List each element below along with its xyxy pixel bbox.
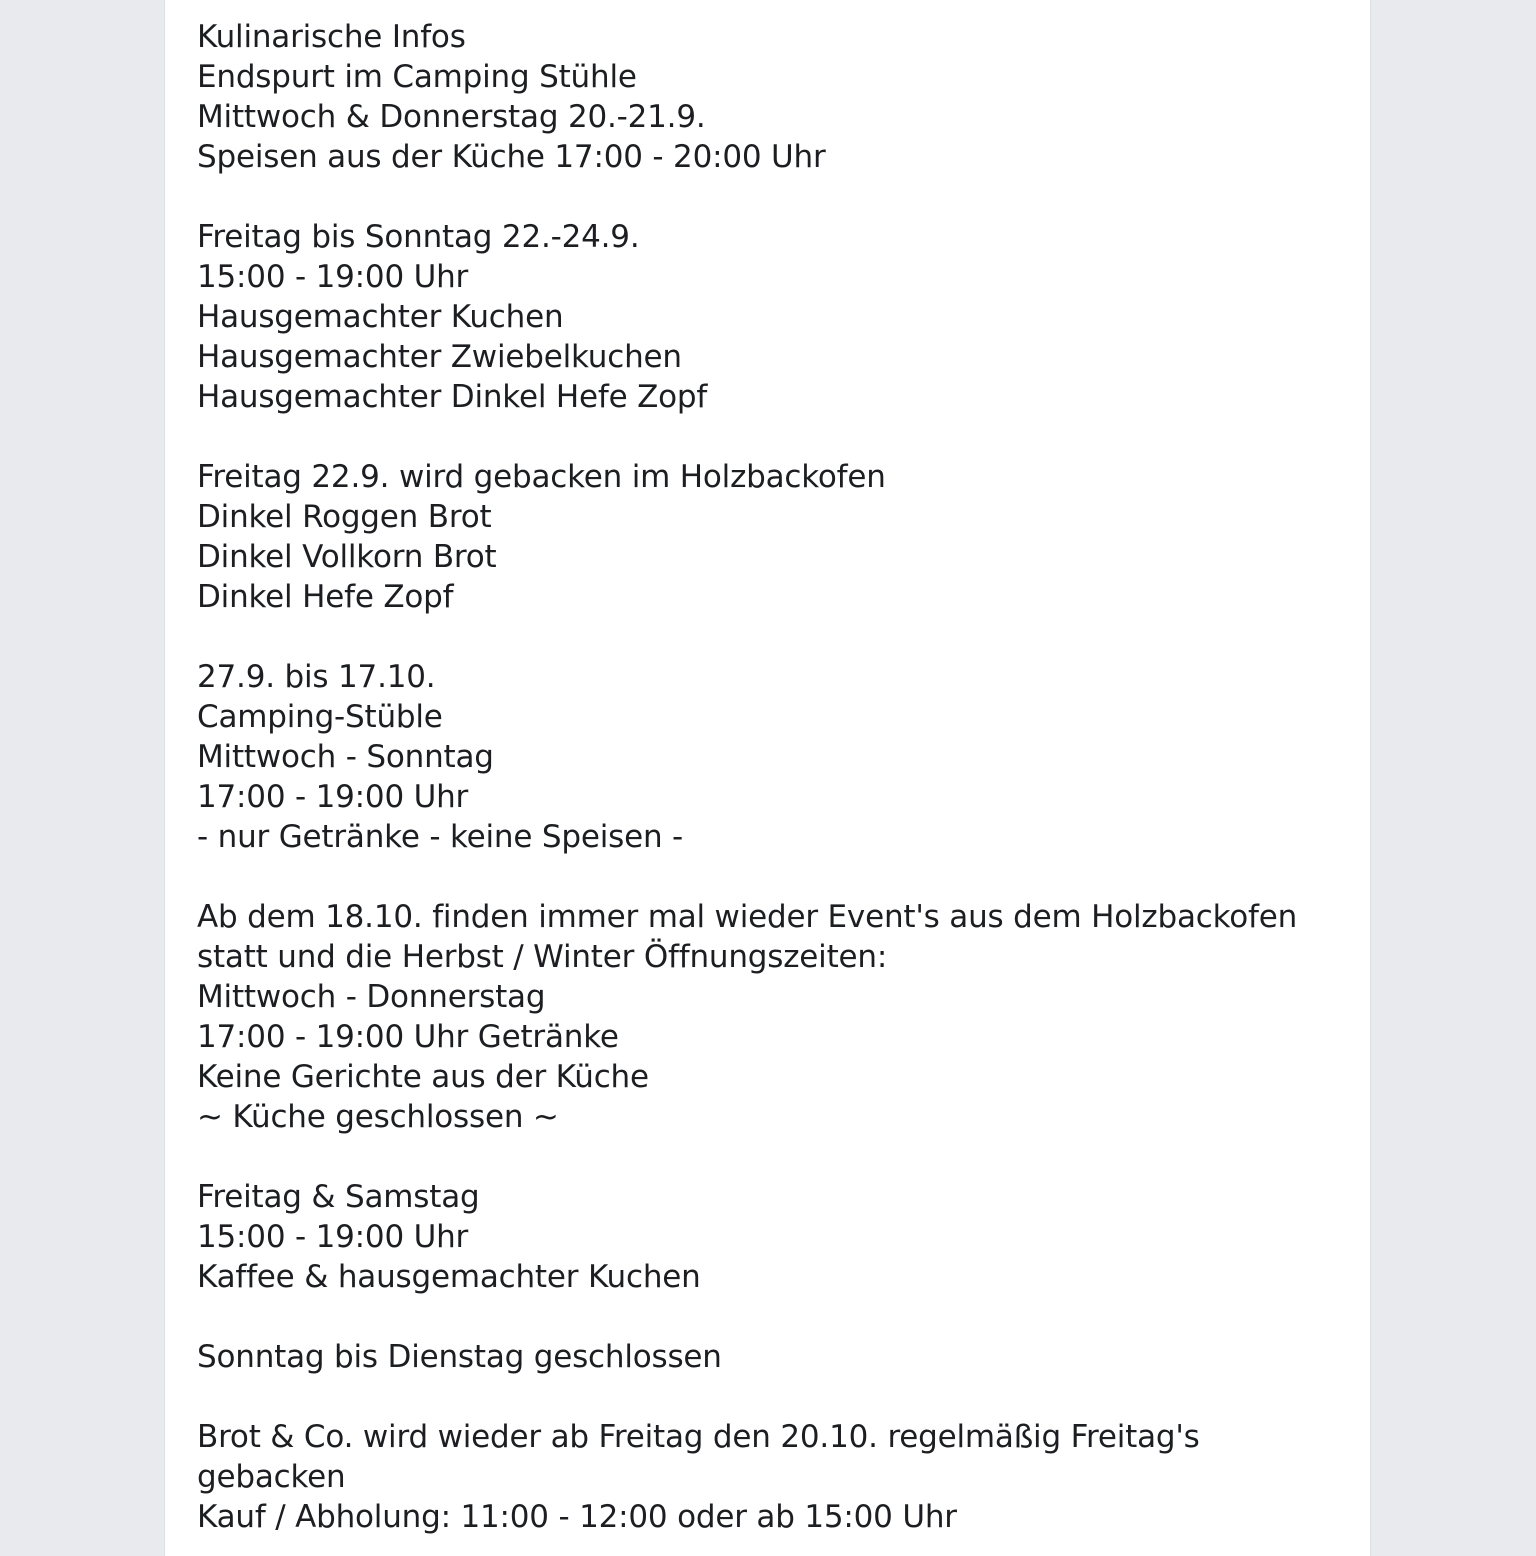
post-text-line: statt und die Herbst / Winter Öffnungszeiten: bbox=[197, 939, 888, 975]
post-text-line: Dinkel Roggen Brot bbox=[197, 499, 492, 535]
post-text-line: Brot & Co. wird wieder ab Freitag den 20.10. regelmäßig Freitag's bbox=[197, 1419, 1200, 1455]
post-text-line: gebacken bbox=[197, 1459, 346, 1495]
blank-line bbox=[197, 1297, 1327, 1337]
post-text-line: Ab dem 18.10. finden immer mal wieder Event's aus dem Holzbackofen bbox=[197, 899, 1298, 935]
post-text-line: Freitag bis Sonntag 22.-24.9. bbox=[197, 219, 640, 255]
post-text-line: Mittwoch - Sonntag bbox=[197, 739, 494, 775]
post-text-line: 27.9. bis 17.10. bbox=[197, 659, 436, 695]
post-text-line: ~ Küche geschlossen ~ bbox=[197, 1099, 559, 1135]
post-text-line: Freitag & Samstag bbox=[197, 1179, 480, 1215]
blank-line bbox=[197, 1137, 1327, 1177]
post-text-line: 15:00 - 19:00 Uhr bbox=[197, 259, 469, 295]
post-text-line: Camping-Stüble bbox=[197, 699, 443, 735]
post-text-line: Dinkel Vollkorn Brot bbox=[197, 539, 497, 575]
post-card bbox=[164, 0, 1371, 1556]
blank-line bbox=[197, 177, 1327, 217]
post-text-line: Hausgemachter Zwiebelkuchen bbox=[197, 339, 682, 375]
post-text-line: Dinkel Hefe Zopf bbox=[197, 579, 454, 615]
blank-line bbox=[197, 857, 1327, 897]
post-text-line: 17:00 - 19:00 Uhr bbox=[197, 779, 469, 815]
post-text-line: Freitag 22.9. wird gebacken im Holzbackofen bbox=[197, 459, 886, 495]
post-text-line: Mittwoch - Donnerstag bbox=[197, 979, 546, 1015]
post-text-line: Speisen aus der Küche 17:00 - 20:00 Uhr bbox=[197, 139, 826, 175]
post-text-line: Hausgemachter Kuchen bbox=[197, 299, 564, 335]
post-text-line: Sonntag bis Dienstag geschlossen bbox=[197, 1339, 722, 1375]
blank-line bbox=[197, 1377, 1327, 1417]
post-text-line: Mittwoch & Donnerstag 20.-21.9. bbox=[197, 99, 706, 135]
post-text-line: Kulinarische Infos bbox=[197, 19, 466, 55]
post-text-line: - nur Getränke - keine Speisen - bbox=[197, 819, 684, 855]
post-text-line: 15:00 - 19:00 Uhr bbox=[197, 1219, 469, 1255]
post-text-line: Kaffee & hausgemachter Kuchen bbox=[197, 1259, 701, 1295]
blank-line bbox=[197, 617, 1327, 657]
post-text bbox=[197, 17, 1327, 1537]
post-text-line: Keine Gerichte aus der Küche bbox=[197, 1059, 649, 1095]
post-text-line: Kauf / Abholung: 11:00 - 12:00 oder ab 15:00 Uhr bbox=[197, 1499, 957, 1535]
post-text-line: Hausgemachter Dinkel Hefe Zopf bbox=[197, 379, 708, 415]
blank-line bbox=[197, 417, 1327, 457]
post-text-line: 17:00 - 19:00 Uhr Getränke bbox=[197, 1019, 619, 1055]
post-text-line: Endspurt im Camping Stühle bbox=[197, 59, 637, 95]
